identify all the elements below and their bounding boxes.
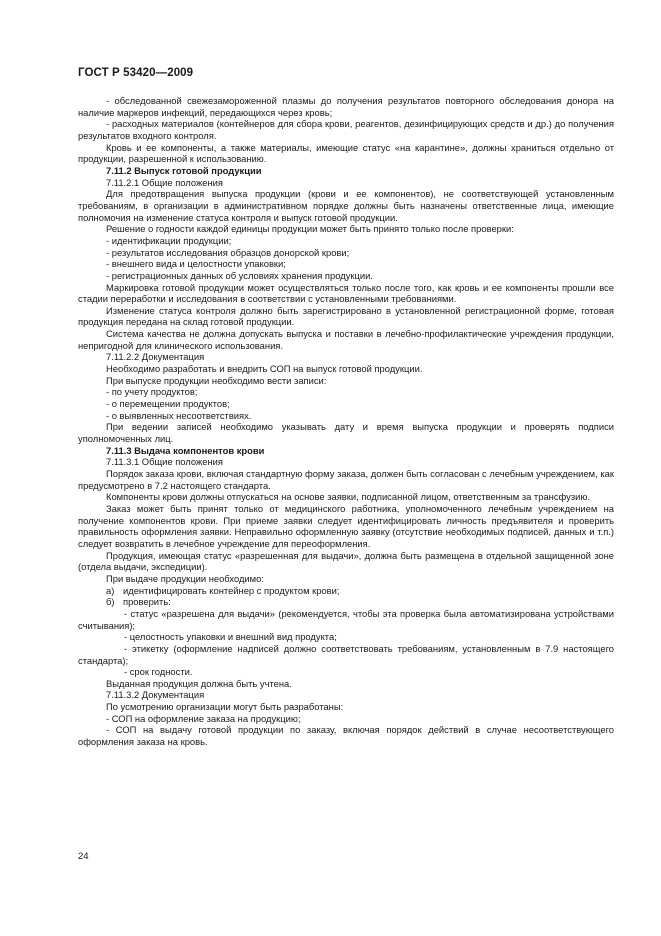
subsection-heading: 7.11.3.1 Общие положения [106, 456, 223, 468]
page-number: 24 [78, 851, 89, 862]
paragraph: - расходных материалов (контейнеров для сбора крови, реагентов, дезинфицирующих средств и др.) до получения результатов входного контроля. [78, 118, 614, 141]
section-heading: 7.11.2 Выпуск готовой продукции [106, 164, 262, 176]
list-item: - регистрационных данных об условиях хранения продукции. [106, 269, 373, 281]
paragraph: Маркировка готовой продукции может осуществляться только после того, как кровь и ее компоненты прошли все стадии переработки и исследования в соответствии с установленными требованиями. [78, 281, 614, 305]
nested-list-item: - целостность упаковки и внешний вид продукта; [124, 631, 337, 643]
list-item: - о выявленных несоответствиях. [106, 409, 252, 421]
subsection-heading: 7.11.2.2 Документация [106, 351, 205, 363]
list-item: - по учету продуктов; [106, 386, 198, 398]
list-item: - СОП на выдачу готовой продукции по заказу, включая порядок действий в случае несоответствующего оформления заказа на кровь. [78, 724, 614, 748]
paragraph: Для предотвращения выпуска продукции (крови и ее компонентов), не соответствующей установленным требованиям, в организации в административном порядке должны быть назначены ответственные лица, имеющие полномочия на изменение статуса контроля и выпуск готовой продукции. [78, 188, 614, 223]
paragraph: - обследованной свежезамороженной плазмы до получения результатов повторного обследования донора на наличие маркеров инфекций, передающихся через кровь; [78, 95, 614, 118]
paragraph: При выпуске продукции необходимо вести записи: [106, 374, 327, 386]
paragraph: При выдаче продукции необходимо: [106, 572, 264, 584]
list-item: - внешнего вида и целостности упаковки; [106, 258, 286, 270]
paragraph: Решение о годности каждой единицы продукции может быть принято только после проверки: [106, 223, 514, 235]
subsection-heading: 7.11.2.1 Общие положения [106, 176, 223, 188]
paragraph: Продукция, имеющая статус «разрешенная для выдачи», должна быть размещена в отдельной защищенной зоне (отдела выдачи, экспедиции). [78, 549, 614, 573]
list-item: - идентификации продукции; [106, 234, 232, 246]
list-marker: б) [106, 596, 115, 608]
paragraph: Необходимо разработать и внедрить СОП на выпуск готовой продукции. [106, 363, 423, 375]
paragraph: При ведении записей необходимо указывать дату и время выпуска продукции и проверять подписи уполномоченных лиц. [78, 421, 614, 445]
paragraph: Порядок заказа крови, включая стандартную форму заказа, должен быть согласован с лечебным учреждением, как предусмотрено в 7.2 настоящего стандарта. [78, 468, 614, 491]
subsection-heading: 7.11.3.2 Документация [106, 689, 205, 701]
document-header: ГОСТ Р 53420—2009 [78, 67, 194, 79]
document-body [78, 95, 614, 748]
paragraph: Компоненты крови должны отпускаться на основе заявки, подписанной лицом, ответственным за трансфузию. [106, 491, 590, 503]
list-item-text: идентифицировать контейнер с продуктом крови; [123, 584, 340, 596]
list-item: - результатов исследования образцов донорской крови; [106, 246, 350, 258]
list-item-text: проверить: [123, 596, 171, 608]
lettered-item [78, 585, 614, 597]
paragraph: Кровь и ее компоненты, а также материалы, имеющие статус «на карантине», должны храниться отдельно от продукции, разрешенной к использованию. [78, 141, 614, 165]
lettered-item [78, 596, 614, 608]
list-item: - о перемещении продуктов; [106, 398, 230, 410]
nested-list-item: - статус «разрешена для выдачи» (рекомендуется, чтобы эта проверка была автоматизирована устройствами считывания); [78, 607, 614, 631]
list-marker: а) [106, 584, 115, 596]
paragraph: Изменение статуса контроля должно быть зарегистрировано в установленной регистрационной форме, готовая продукция передана на склад готовой продукции. [78, 304, 614, 328]
paragraph: Заказ может быть принят только от медицинского работника, уполномоченного лечебным учреждением на получение компонентов крови. При приеме заявки следует идентифицировать личность предъявителя и проверить правильность оформления заявки. Неправильно оформленную заявку (отсутствие необходимых подписей, данных и т.п.) следует возвратить в лечебное учреждение для переоформления. [78, 502, 614, 549]
paragraph: Выданная продукция должна быть учтена. [106, 677, 292, 689]
nested-list-item: - срок годности. [124, 666, 193, 678]
paragraph: По усмотрению организации могут быть разработаны: [106, 701, 344, 713]
section-heading: 7.11.3 Выдача компонентов крови [106, 444, 265, 456]
paragraph: Система качества не должна допускать выпуска и поставки в лечебно-профилактические учреждения продукции, непригодной для клинического использования. [78, 328, 614, 351]
list-item: - СОП на оформление заказа на продукцию; [106, 712, 301, 724]
nested-list-item: - этикетку (оформление надписей должно соответствовать требованиям, установленным в 7.9 настоящего стандарта); [78, 642, 614, 666]
